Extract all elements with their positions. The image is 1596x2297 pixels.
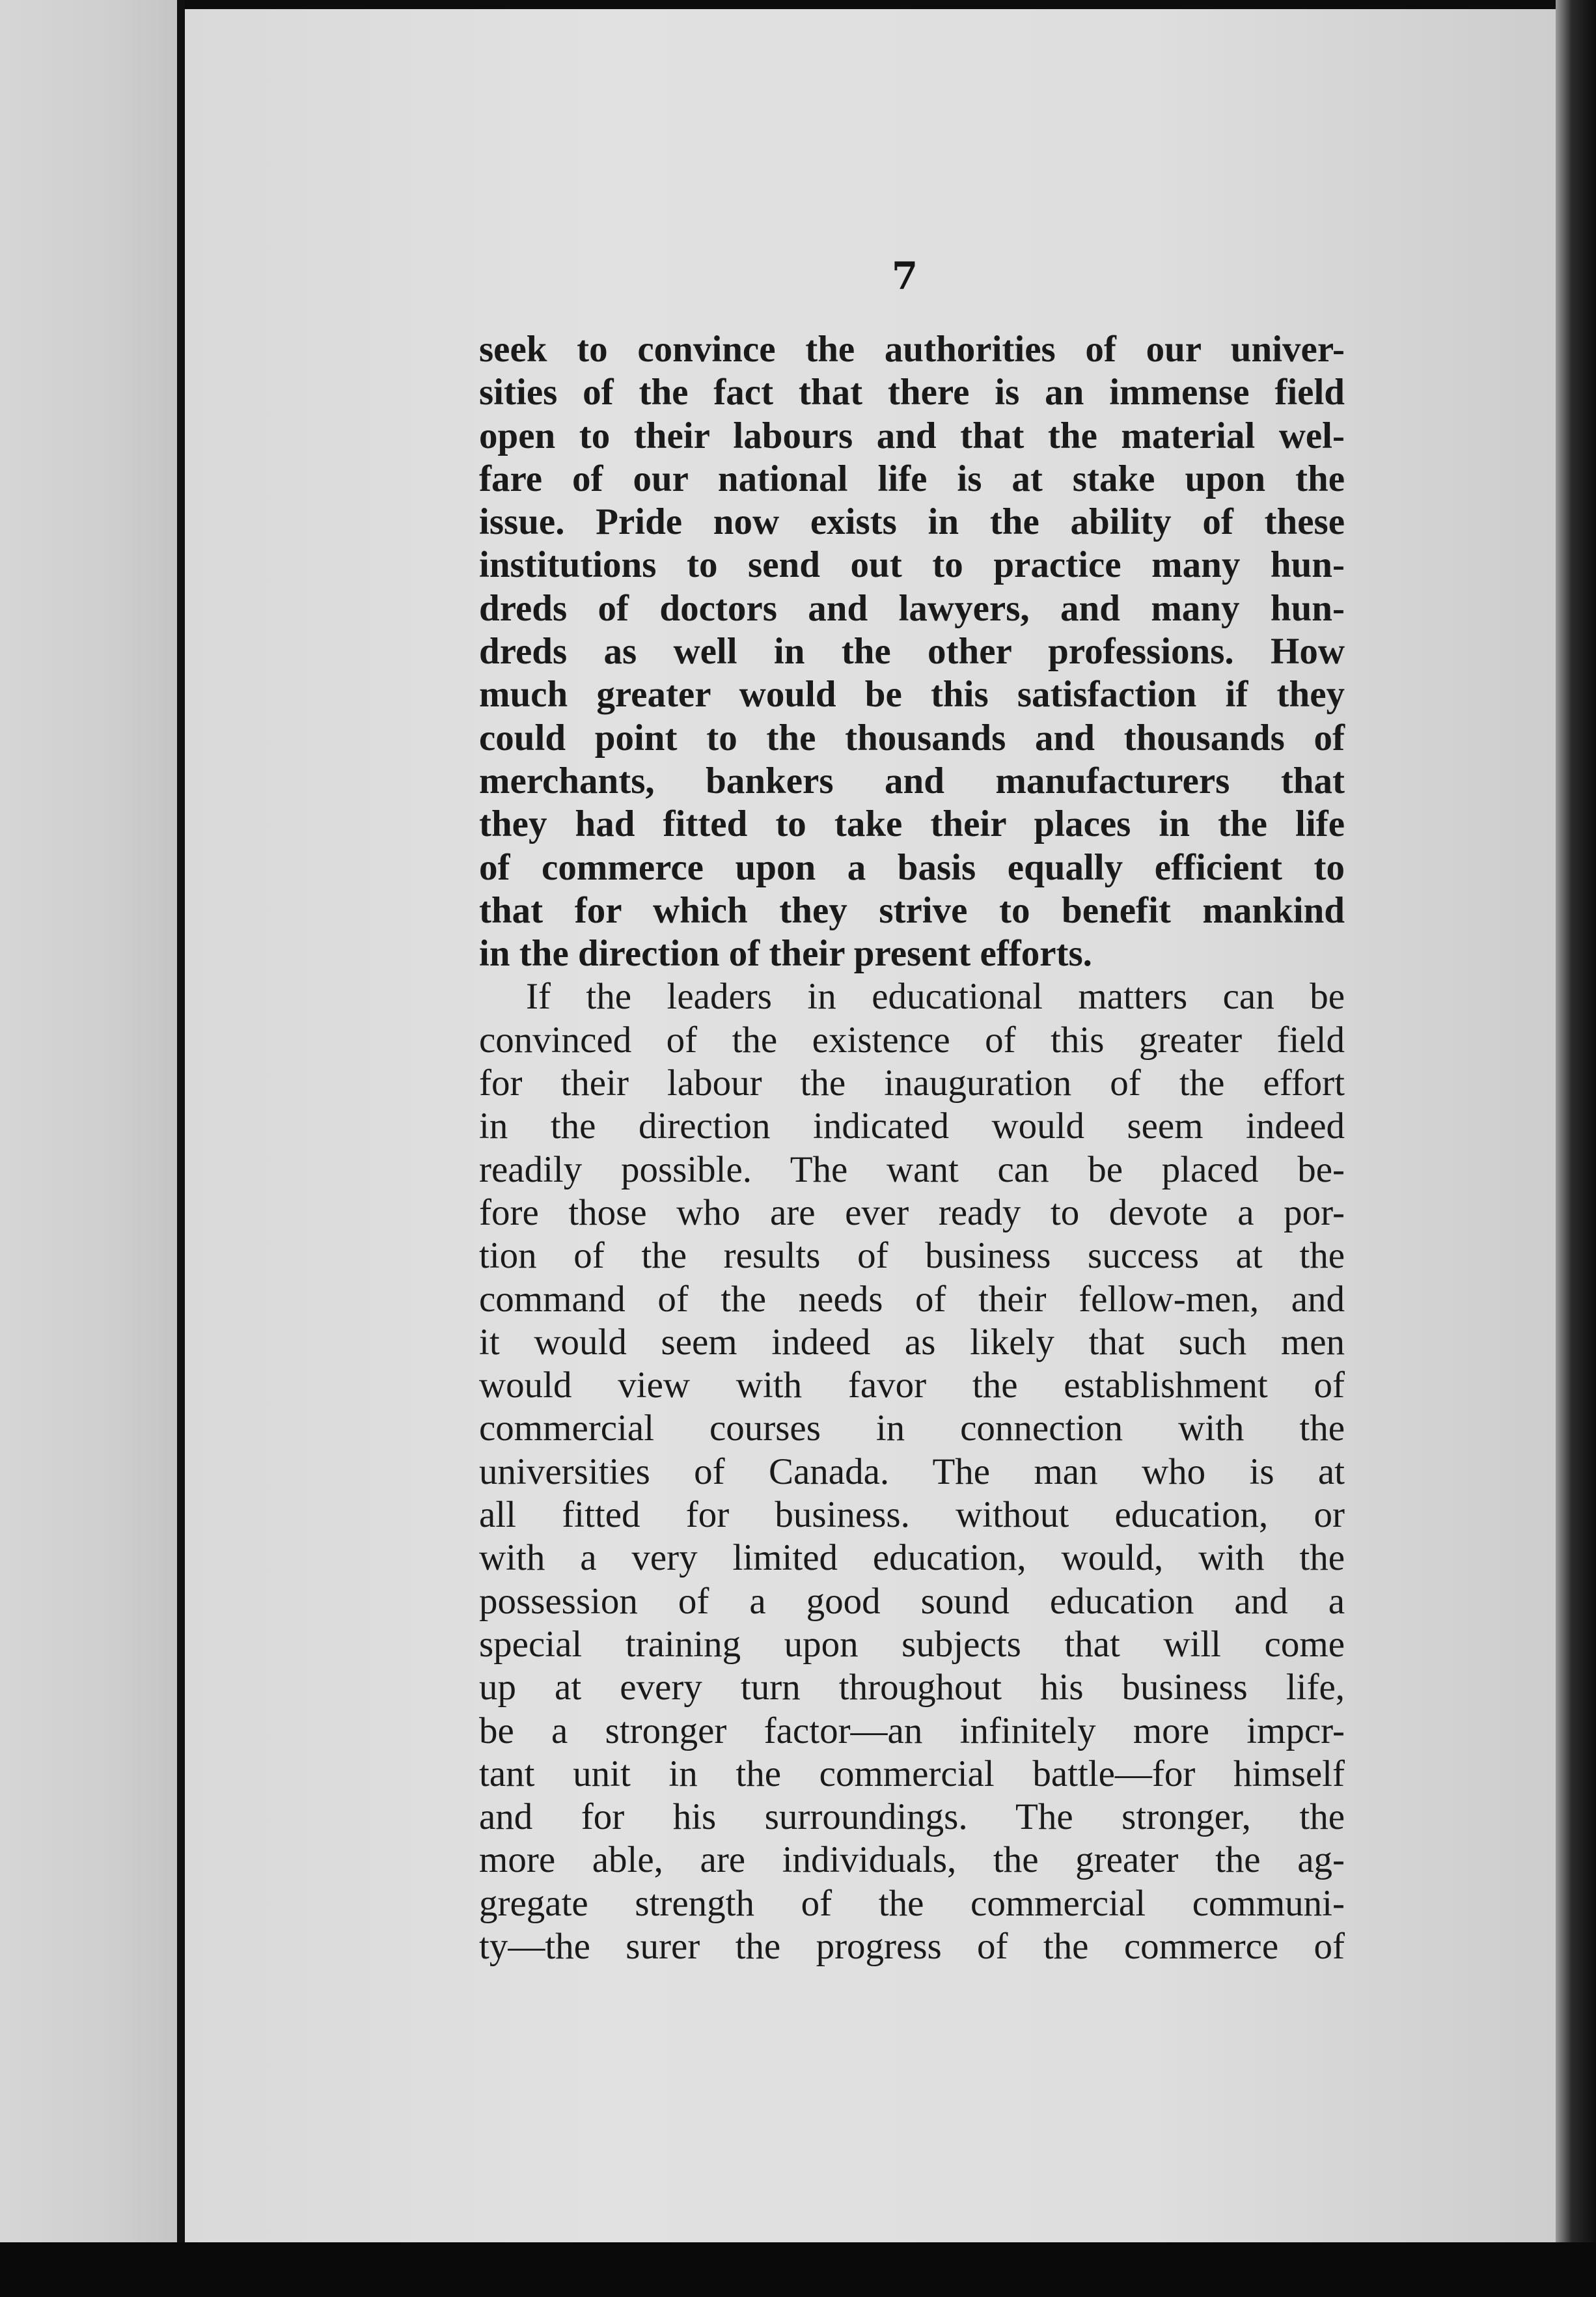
text-line: for their labour the inauguration of the effort [479, 1063, 1345, 1104]
text-line: much greater would be this satisfaction if they [479, 674, 1345, 716]
text-line: readily possible. The want can be placed be- [479, 1148, 1345, 1190]
text-line: sities of the fact that there is an immense field [479, 372, 1345, 413]
book-gutter [177, 0, 185, 2297]
body-text [479, 328, 1345, 1968]
text-line: dreds of doctors and lawyers, and many hun- [479, 587, 1345, 629]
scan-bottom-border [0, 2242, 1596, 2297]
text-line: all fitted for business. without education, or [479, 1494, 1345, 1536]
text-line: could point to the thousands and thousands of [479, 717, 1345, 759]
text-line: seek to convince the authorities of our univer- [479, 329, 1345, 370]
text-line: tant unit in the commercial battle—for himself [479, 1753, 1345, 1794]
text-line: dreds as well in the other professions. How [479, 631, 1345, 673]
text-line: If the leaders in educational matters can be [526, 976, 1345, 1018]
text-line: universities of Canada. The man who is at [479, 1451, 1345, 1492]
text-line: in the direction of their present efforts. [479, 933, 1092, 975]
text-line: ty—the surer the progress of the commerce of [479, 1925, 1345, 1967]
text-line: they had fitted to take their places in the life [479, 803, 1345, 845]
text-line: possession of a good sound education and a [479, 1580, 1345, 1622]
text-line: issue. Pride now exists in the ability of these [479, 501, 1345, 543]
text-line: special training upon subjects that will come [479, 1623, 1345, 1665]
text-line: command of the needs of their fellow-men, and [479, 1278, 1345, 1320]
text-line: institutions to send out to practice many hun- [479, 544, 1345, 586]
text-line: fare of our national life is at stake upon the [479, 458, 1345, 499]
text-line: that for which they strive to benefit mankind [479, 889, 1345, 931]
text-line: open to their labours and that the material wel- [479, 415, 1345, 456]
text-line: tion of the results of business success at the [479, 1235, 1345, 1277]
text-line: it would seem indeed as likely that such men [479, 1321, 1345, 1363]
paragraph-1 [479, 328, 1345, 975]
text-line: convinced of the existence of this greater field [479, 1019, 1345, 1061]
text-line: commercial courses in connection with the [479, 1408, 1345, 1449]
text-line: fore those who are ever ready to devote a por- [479, 1191, 1345, 1233]
text-line: with a very limited education, would, with the [479, 1537, 1345, 1579]
text-line: up at every turn throughout his business life, [479, 1667, 1345, 1708]
text-line: and for his surroundings. The stronger, the [479, 1796, 1345, 1838]
previous-page-edge [0, 0, 181, 2297]
text-line: more able, are individuals, the greater the ag- [479, 1839, 1345, 1881]
text-line: be a stronger factor—an infinitely more impcr- [479, 1710, 1345, 1751]
page-number: 7 [891, 254, 918, 298]
text-line: would view with favor the establishment of [479, 1365, 1345, 1406]
page-edge-shadow [1556, 0, 1596, 2297]
text-line: gregate strength of the commercial communi- [479, 1882, 1345, 1924]
paragraph-2 [479, 975, 1345, 1968]
text-line: merchants, bankers and manufacturers that [479, 760, 1345, 801]
text-line: in the direction indicated would seem indeed [479, 1106, 1345, 1147]
text-line: of commerce upon a basis equally efficient to [479, 846, 1345, 888]
